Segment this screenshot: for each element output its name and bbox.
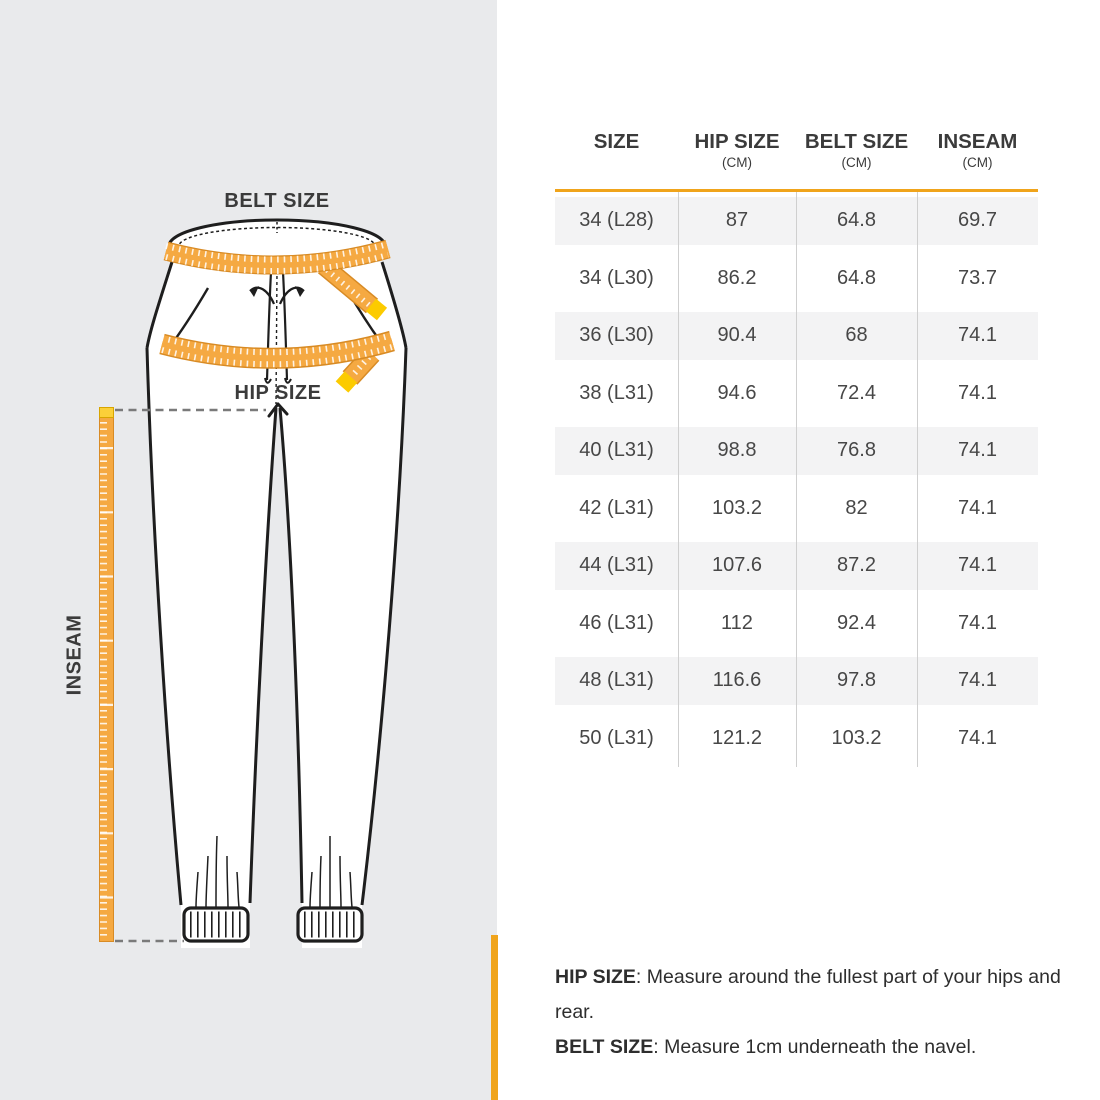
table-cell: 94.6: [717, 381, 757, 404]
table-cell: 46 (L31): [579, 611, 654, 634]
belt-size-label: BELT SIZE: [224, 190, 330, 212]
table-cell: 74.1: [958, 439, 997, 462]
table-cell: 74.1: [958, 496, 997, 519]
table-cell: 86.2: [717, 266, 757, 289]
column-label: INSEAM: [937, 130, 1018, 153]
note-text: : Measure around the fullest part of your hips and rear.: [555, 966, 1061, 1023]
column-label: BELT SIZE: [804, 130, 909, 153]
note-term: HIP SIZE: [555, 966, 636, 988]
table-cell: 38 (L31): [579, 381, 654, 404]
table-cell: 74.1: [958, 611, 997, 634]
table-cell: 74.1: [958, 381, 997, 404]
size-table-body: [555, 192, 1038, 767]
hip-size-label: HIP SIZE: [234, 382, 322, 404]
table-cell: 76.8: [837, 439, 876, 462]
size-table: [555, 130, 1038, 767]
table-cell: 73.7: [958, 266, 997, 289]
table-cell: 50 (L31): [579, 726, 654, 749]
table-cell: 74.1: [958, 669, 997, 692]
table-cell: 74.1: [958, 554, 997, 577]
note-term: BELT SIZE: [555, 1036, 654, 1058]
table-cell: 97.8: [837, 669, 876, 692]
table-cell: 68: [845, 324, 868, 347]
table-cell: 82: [845, 496, 868, 519]
column-header-belt-size: [796, 130, 917, 171]
column-label: HIP SIZE: [694, 130, 780, 153]
size-table-header: [555, 130, 1038, 171]
table-cell: 34 (L30): [579, 266, 654, 289]
note-text: : Measure 1cm underneath the navel.: [653, 1036, 977, 1058]
table-cell: 107.6: [711, 554, 763, 577]
column-header-inseam: [917, 130, 1038, 171]
table-cell: 36 (L30): [579, 324, 654, 347]
table-cell: 121.2: [711, 726, 763, 749]
table-cell: 48 (L31): [579, 669, 654, 692]
table-cell: 98.8: [717, 439, 757, 462]
table-cell: 74.1: [958, 324, 997, 347]
table-cell: 90.4: [717, 324, 757, 347]
table-cell: 42 (L31): [579, 496, 654, 519]
column-unit: (CM): [962, 155, 993, 170]
column-header-size: [555, 130, 678, 171]
diagram-panel: [0, 0, 497, 1100]
hip-size-note: [555, 960, 1085, 1030]
table-cell: 72.4: [837, 381, 876, 404]
column-header-hip-size: [678, 130, 796, 171]
column-divider: [796, 192, 797, 767]
table-cell: 103.2: [831, 726, 882, 749]
column-unit: [555, 154, 678, 171]
table-cell: 87.2: [837, 554, 876, 577]
table-cell: 44 (L31): [579, 554, 654, 577]
column-divider: [678, 192, 679, 767]
column-unit: (CM): [722, 155, 752, 170]
table-cell: 64.8: [837, 209, 876, 232]
belt-size-note: [555, 1030, 1085, 1065]
table-cell: 92.4: [837, 611, 876, 634]
jogger-pants-diagram-icon: [0, 0, 497, 1100]
accent-divider-bar: [491, 935, 498, 1100]
table-cell: 69.7: [958, 209, 997, 232]
column-divider: [917, 192, 918, 767]
table-cell: 116.6: [712, 669, 762, 692]
column-unit: (CM): [841, 155, 872, 170]
table-cell: 34 (L28): [579, 209, 654, 232]
table-cell: 74.1: [958, 726, 997, 749]
table-cell: 103.2: [711, 496, 763, 519]
table-cell: 112: [721, 611, 753, 634]
table-cell: 87: [725, 209, 749, 232]
table-cell: 40 (L31): [579, 439, 654, 462]
inseam-label: INSEAM: [63, 614, 86, 696]
table-cell: 64.8: [837, 266, 876, 289]
measurement-notes: [555, 960, 1085, 1065]
column-label: SIZE: [593, 130, 640, 153]
